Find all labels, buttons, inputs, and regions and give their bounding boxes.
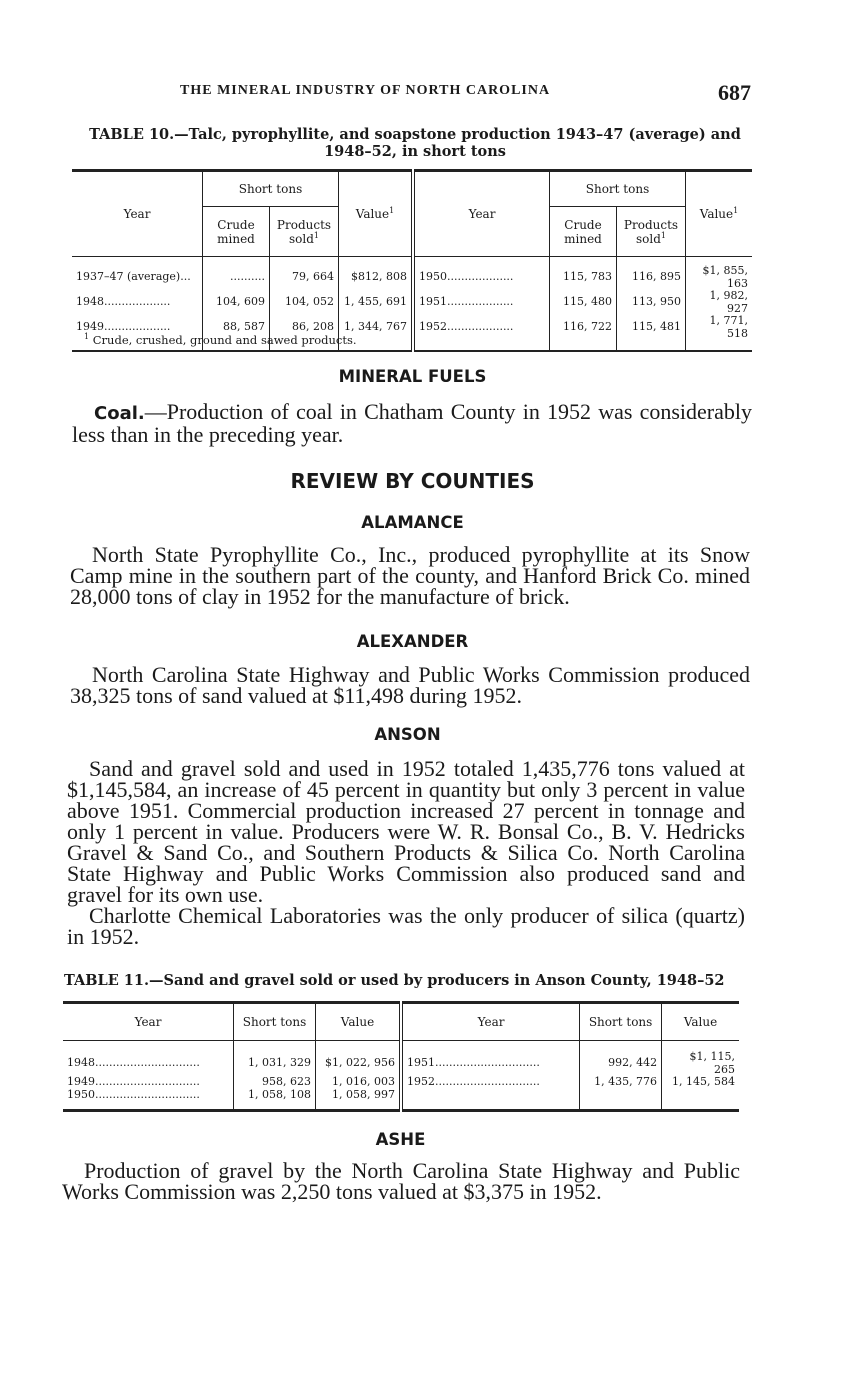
table10-caption-line2: 1948–52, in short tons xyxy=(324,143,506,160)
running-head: THE MINERAL INDUSTRY OF NORTH CAROLINA xyxy=(180,83,551,98)
t10-products: 113, 950 xyxy=(617,290,686,315)
t10-crude: 116, 722 xyxy=(550,315,617,351)
t11-year: 1952.............................. xyxy=(401,1076,580,1089)
section-heading-review-by-counties: REVIEW BY COUNTIES xyxy=(290,469,535,493)
county-heading-ashe: ASHE xyxy=(375,1130,426,1149)
t10-year: 1937–47 (average)... xyxy=(72,257,203,291)
table-row xyxy=(63,1041,739,1077)
t11-year: 1948.............................. xyxy=(63,1041,234,1077)
t10-year: 1951................... xyxy=(413,290,550,315)
t10-crude: 115, 480 xyxy=(550,290,617,315)
t10-products: 115, 481 xyxy=(617,315,686,351)
t10-header-products-right: Products sold$^1$ xyxy=(617,207,686,257)
t10-header-products: Products sold$^1$ xyxy=(270,207,339,257)
table11 xyxy=(63,1001,739,1112)
county-heading-anson: ANSON xyxy=(374,725,441,744)
t11-header-year: Year xyxy=(63,1003,234,1041)
t10-crude: 104, 609 xyxy=(203,290,270,315)
table11-caption: TABLE 11.—Sand and gravel sold or used by producers in Anson County, 1948–52 xyxy=(64,972,725,989)
t10-products: 104, 052 xyxy=(270,290,339,315)
t10-header-year-right: Year xyxy=(413,171,550,257)
county-heading-alamance: ALAMANCE xyxy=(361,513,464,532)
table10-caption-line1: TABLE 10.—Talc, pyrophyllite, and soapstone production 1943–47 (average) and xyxy=(89,126,741,143)
t10-products: 79, 664 xyxy=(270,257,339,291)
t10-crude: 88, 587 xyxy=(203,315,270,351)
t11-tons: 1, 435, 776 xyxy=(580,1076,662,1089)
table-row xyxy=(63,1076,739,1089)
t10-header-short-tons-right: Short tons xyxy=(550,171,686,207)
t10-products: 86, 208 xyxy=(270,315,339,351)
paragraph-alamance: North State Pyrophyllite Co., Inc., produced pyrophyllite at its Snow Camp mine in the southern part of the county, and Hanford Brick Co. mined 28,000 tons of clay in 1952 for the manufacture of brick. xyxy=(70,542,750,609)
t10-value: 1, 771, 518 xyxy=(709,314,748,340)
t11-header-value-right: Value xyxy=(662,1003,739,1041)
t11-value xyxy=(662,1089,739,1111)
section-heading-mineral-fuels: MINERAL FUELS xyxy=(338,367,487,386)
t11-year: 1949.............................. xyxy=(63,1076,234,1089)
table10-caption xyxy=(75,126,755,160)
t10-value: 1, 344, 767 xyxy=(339,315,414,351)
t11-value: $1, 022, 956 xyxy=(315,1041,401,1077)
t11-value: 1, 016, 003 xyxy=(315,1076,401,1089)
t11-tons xyxy=(580,1089,662,1111)
table10 xyxy=(72,169,752,352)
t10-header-value-right: Value$^1$ xyxy=(686,171,753,257)
t11-year xyxy=(401,1089,580,1111)
t10-header-year: Year xyxy=(72,171,203,257)
paragraph-alexander: North Carolina State Highway and Public Works Commission produced 38,325 tons of sand valued at $11,498 during 1952. xyxy=(70,662,750,708)
t10-value: $1, 855, 163 xyxy=(702,264,748,290)
t11-tons: 958, 623 xyxy=(234,1076,316,1089)
page-number: 687 xyxy=(718,80,751,105)
t10-value: 1, 455, 691 xyxy=(339,290,414,315)
t11-header-short-tons-right: Short tons xyxy=(580,1003,662,1041)
t10-value: 1, 982, 927 xyxy=(709,289,748,315)
t11-value: 1, 145, 584 xyxy=(672,1075,735,1088)
t10-crude: .......... xyxy=(203,257,270,291)
paragraph-anson-1: Sand and gravel sold and used in 1952 totaled 1,435,776 tons valued at $1,145,584, an increase of 45 percent in quantity but only 3 percent in value above 1951. Commercial production increased 27 percent in tonnage and only 1 percent in value. Producers were W. R. Bonsal Co., B. V. Hedricks Gravel & Sand Co., and Southern Products & Silica Co. North Carolina State Highway and Public Works Commission also produced sand and gravel for its own use. xyxy=(67,756,745,907)
t10-header-crude-right: Crude mined xyxy=(550,207,617,257)
t10-header-crude: Crude mined xyxy=(203,207,270,257)
t10-products: 116, 895 xyxy=(617,257,686,291)
t11-year: 1951.............................. xyxy=(401,1041,580,1077)
t10-value: $812, 808 xyxy=(339,257,414,291)
county-heading-alexander: ALEXANDER xyxy=(356,632,469,651)
t11-value: 1, 058, 997 xyxy=(315,1089,401,1111)
t11-header-year-right: Year xyxy=(401,1003,580,1041)
paragraph-anson-2: Charlotte Chemical Laboratories was the only producer of silica (quartz) in 1952. xyxy=(67,903,745,949)
t10-year: 1948................... xyxy=(72,290,203,315)
t11-value: $1, 115, 265 xyxy=(689,1050,735,1076)
t10-year: 1950................... xyxy=(413,257,550,291)
t11-tons: 1, 031, 329 xyxy=(234,1041,316,1077)
t11-header-value: Value xyxy=(315,1003,401,1041)
t10-crude: 115, 783 xyxy=(550,257,617,291)
t11-header-short-tons: Short tons xyxy=(234,1003,316,1041)
table-row xyxy=(72,290,752,315)
table-row xyxy=(63,1089,739,1111)
t10-year: 1949................... xyxy=(72,315,203,351)
table10-footnote: $^1$ Crude, crushed, ground and sawed products. xyxy=(84,332,357,347)
t10-header-short-tons: Short tons xyxy=(203,171,339,207)
table-row xyxy=(72,257,752,291)
paragraph-coal: Coal.—Production of coal in Chatham County in 1952 was considerably less than in the preceding year. xyxy=(72,399,752,447)
paragraph-ashe: Production of gravel by the North Carolina State Highway and Public Works Commission was 2,250 tons valued at $3,375 in 1952. xyxy=(62,1158,740,1204)
t11-tons: 992, 442 xyxy=(580,1041,662,1077)
t10-year: 1952................... xyxy=(413,315,550,351)
t10-header-value: Value$^1$ xyxy=(339,171,414,257)
t11-year: 1950.............................. xyxy=(63,1089,234,1111)
t11-tons: 1, 058, 108 xyxy=(234,1089,316,1111)
